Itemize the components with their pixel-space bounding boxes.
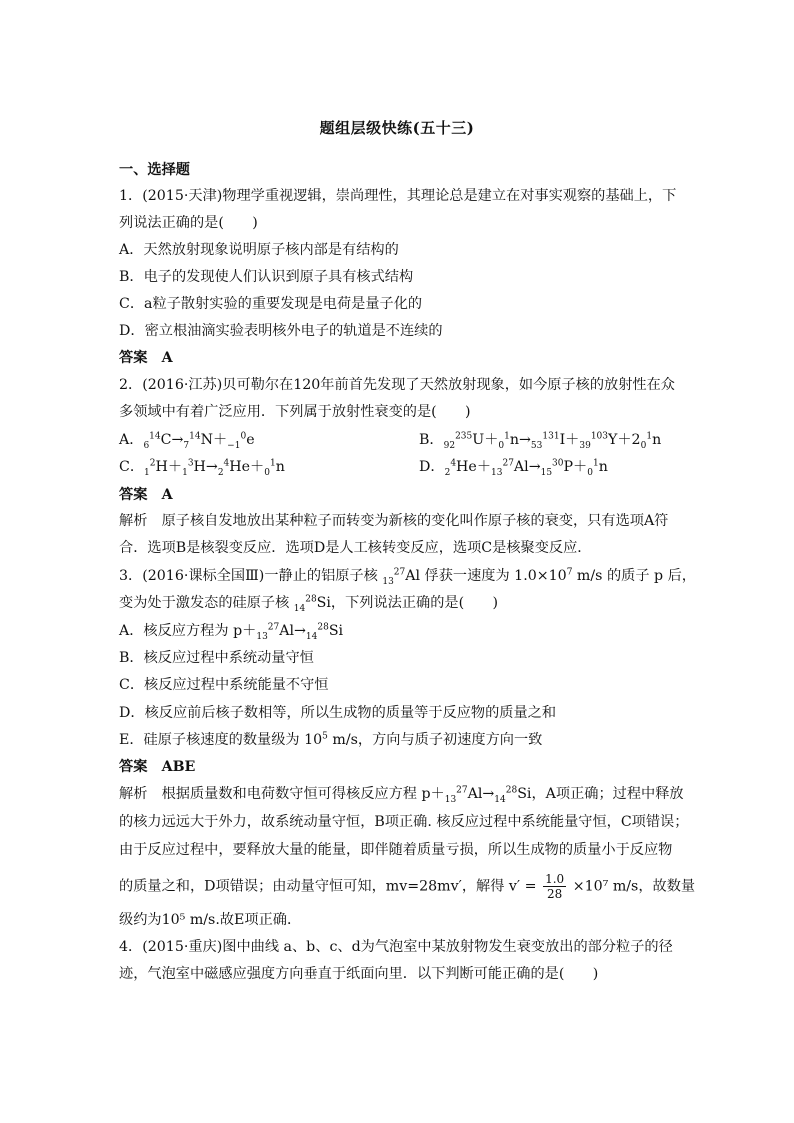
- section-heading: 一、选择题: [119, 162, 190, 178]
- q3-explanation-line3: 由于反应过程中，要释放大量的能量，即伴随着质量亏损，所以生成物的质量小于反应物: [119, 842, 673, 858]
- q2-stem-line1: 2．(2016·江苏)贝可勒尔在120年前首先发现了天然放射现象，如今原子核的放射性在众: [119, 377, 675, 393]
- q1-option-a: A．天然放射现象说明原子核内部是有结构的: [119, 242, 399, 258]
- q3-explanation-line5: 级约为10⁵ m/s.故E项正确．: [119, 912, 302, 928]
- q4-stem-line2: 迹，气泡室中磁感应强度方向垂直于纸面向里．以下判断可能正确的是( ): [119, 966, 599, 982]
- q3-option-c: C．核反应过程中系统能量不守恒: [119, 677, 329, 693]
- q4-stem-line1: 4．(2015·重庆)图中曲线 a、b、c、d为气泡室中某放射物发生衰变放出的部分粒子的径: [119, 939, 673, 955]
- q3-option-e: E．硅原子核速度的数量级为 $10^5$ m/s，方向与质子初速度方向一致: [119, 731, 543, 748]
- q3-stem-line1: 3．(2016·课标全国Ⅲ)一静止的铝原子核 $_{13}^{27}$Al 俘获一速度为 $1.0\times 10^7$ m/s 的质子 p 后，: [119, 567, 696, 587]
- q1-stem-line2: 列说法正确的是( ): [119, 215, 258, 231]
- q3-answer: 答案 ABE: [119, 759, 196, 775]
- q3-stem-line2: 变为处于激发态的硅原子核 $_{14}^{28}$Si，下列说法正确的是( ): [119, 594, 499, 614]
- fraction-numerator: 1.0: [545, 872, 565, 886]
- q3-explanation-line2: 的核力远远大于外力，故系统动量守恒，B项正确. 核反应过程中系统能量守恒，C项错误；: [119, 814, 689, 830]
- q2-options-row1: [119, 430, 679, 450]
- q1-option-d: D．密立根油滴实验表明核外电子的轨道是不连续的: [119, 323, 443, 339]
- q3-explanation-line4-text: 的质量之和，D项错误；由动量守恒可知，mv=28mv′，解得 v′ =: [119, 878, 537, 895]
- page-title: 题组层级快练(五十三): [319, 119, 475, 137]
- q2-option-d: D．$_2^4He+_{13}^{27}Al\to_{15}^{30}P+_0^1n$: [419, 458, 608, 478]
- q2-option-b: B．$_{92}^{235}U+_0^1n\to_{53}^{131}I+_{39}^{103}Y+2_0^1n$: [419, 431, 662, 451]
- q2-option-a: A．$_6^{14}C\to_7^{14}N+_{-1}^0e$: [119, 431, 255, 451]
- q1-stem-line1: 1．(2015·天津)物理学重视逻辑，崇尚理性，其理论总是建立在对事实观察的基础上，下: [119, 188, 677, 204]
- q3-explanation-line4-tail: ×10⁷ m/s，故数量: [572, 878, 696, 895]
- q2-option-c: C．$_1^2H+_1^3H\to_2^4He+_0^1n$: [119, 458, 285, 478]
- q2-explanation-line2: 合．选项B是核裂变反应．选项D是人工核转变反应，选项C是核聚变反应．: [119, 540, 592, 556]
- q1-option-b: B．电子的发现使人们认识到原子具有核式结构: [119, 269, 414, 285]
- q1-answer: 答案 A: [119, 350, 173, 366]
- velocity-fraction: [543, 872, 566, 901]
- fraction-denominator: 28: [546, 887, 563, 901]
- q3-explanation-line4: [119, 872, 696, 901]
- q2-explanation-line1: 解析 原子核自发地放出某种粒子而转变为新核的变化叫作原子核的衰变，只有选项A符: [119, 513, 669, 529]
- q3-option-a: A．核反应方程为 $p+_{13}^{27}Al\to_{14}^{28}Si$: [119, 622, 344, 642]
- q2-stem-line2: 多领域中有着广泛应用．下列属于放射性衰变的是( ): [119, 404, 471, 420]
- q2-options-row2: [119, 457, 679, 477]
- q3-explanation-line1: 解析 根据质量数和电荷数守恒可得核反应方程 $p+_{13}^{27}Al\to_{14}^{28}Si$，A项正确；过程中释放: [119, 785, 684, 805]
- q1-option-c: C．a粒子散射实验的重要发现是电荷是量子化的: [119, 296, 423, 312]
- q3-option-d: D．核反应前后核子数相等，所以生成物的质量等于反应物的质量之和: [119, 705, 557, 721]
- q2-answer: 答案 A: [119, 487, 173, 503]
- q3-option-b: B．核反应过程中系统动量守恒: [119, 650, 314, 666]
